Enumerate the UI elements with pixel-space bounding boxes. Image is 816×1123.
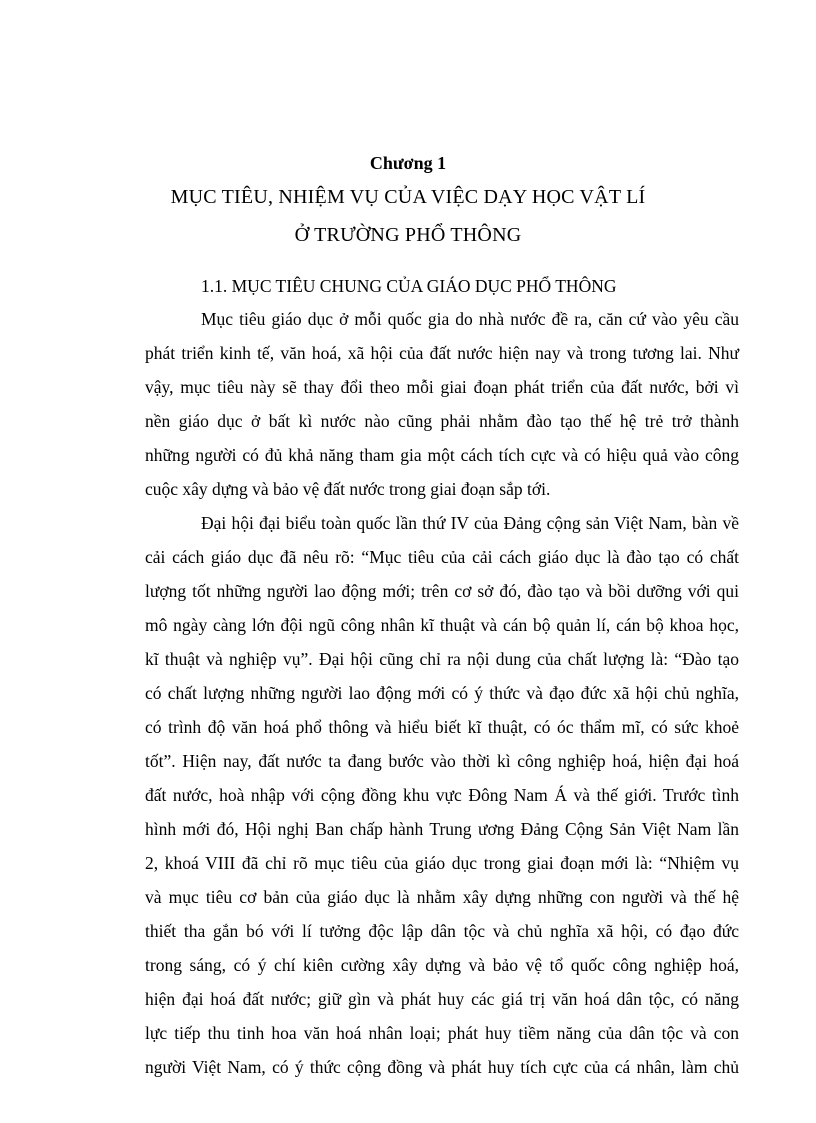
chapter-title-line-2: Ở TRƯỜNG PHỔ THÔNG bbox=[294, 224, 522, 246]
paragraph-1-line: nền giáo dục ở bất kì nước nào cũng phải nhằm đào tạo thế hệ trẻ trở thành bbox=[145, 411, 739, 431]
paragraph-1-line: những người có đủ khả năng tham gia một cách tích cực và có hiệu quả vào công bbox=[145, 445, 739, 465]
paragraph-2-line: lượng tốt những người lao động mới; trên cơ sở đó, đào tạo và bồi dưỡng với qui bbox=[145, 581, 739, 601]
paragraph-2-line: tốt”. Hiện nay, đất nước ta đang bước vào thời kì công nghiệp hoá, hiện đại hoá bbox=[145, 751, 739, 771]
paragraph-2-line: và mục tiêu cơ bản của giáo dục là nhằm xây dựng những con người và thế hệ bbox=[145, 887, 739, 907]
paragraph-2-line: đất nước, hoà nhập với cộng đồng khu vực Đông Nam Á và thế giới. Trước tình bbox=[145, 785, 739, 805]
paragraph-2-line: lực tiếp thu tinh hoa văn hoá nhân loại; phát huy tiềm năng của dân tộc và con bbox=[145, 1023, 739, 1043]
paragraph-2-line: 2, khoá VIII đã chỉ rõ mục tiêu của giáo dục trong giai đoạn mới là: “Nhiệm vụ bbox=[145, 853, 739, 873]
paragraph-1-line: cuộc xây dựng và bảo vệ đất nước trong giai đoạn sắp tới. bbox=[145, 479, 551, 499]
chapter-label: Chương 1 bbox=[369, 153, 447, 173]
paragraph-1-line: phát triển kinh tế, văn hoá, xã hội của đất nước hiện nay và trong tương lai. Như bbox=[145, 343, 739, 363]
paragraph-2-line: có trình độ văn hoá phổ thông và hiểu biết kĩ thuật, có óc thẩm mĩ, có sức khoẻ bbox=[145, 717, 739, 737]
paragraph-2-line: hiện đại hoá đất nước; giữ gìn và phát huy các giá trị văn hoá dân tộc, có năng bbox=[145, 989, 739, 1009]
chapter-title-line-1: MỤC TIÊU, NHIỆM VỤ CỦA VIỆC DẠY HỌC VẬT LÍ bbox=[170, 186, 646, 208]
paragraph-2-line: kĩ thuật và nghiệp vụ”. Đại hội cũng chỉ ra nội dung của chất lượng là: “Đào tạo bbox=[145, 649, 739, 669]
paragraph-2-line: thiết tha gắn bó với lí tưởng độc lập dân tộc và chủ nghĩa xã hội, có đạo đức bbox=[145, 921, 739, 941]
paragraph-2-line: mô ngày càng lớn đội ngũ công nhân kĩ thuật và cán bộ quản lí, cán bộ khoa học, bbox=[145, 615, 739, 635]
paragraph-2-line: trong sáng, có ý chí kiên cường xây dựng và bảo vệ tổ quốc công nghiệp hoá, bbox=[145, 955, 739, 975]
paragraph-2-line: cải cách giáo dục đã nêu rõ: “Mục tiêu của cải cách giáo dục là đào tạo có chất bbox=[145, 547, 739, 567]
paragraph-1-line: Mục tiêu giáo dục ở mỗi quốc gia do nhà nước đề ra, căn cứ vào yêu cầu bbox=[201, 309, 739, 329]
paragraph-1-line: vậy, mục tiêu này sẽ thay đổi theo mỗi giai đoạn phát triển của đất nước, bởi vì bbox=[145, 377, 739, 397]
paragraph-2-line: hình mới đó, Hội nghị Ban chấp hành Trung ương Đảng Cộng Sản Việt Nam lần bbox=[145, 819, 739, 839]
paragraph-2-line: Đại hội đại biểu toàn quốc lần thứ IV của Đảng cộng sản Việt Nam, bàn về bbox=[201, 513, 739, 533]
paragraph-2-line: người Việt Nam, có ý thức cộng đồng và phát huy tích cực của cá nhân, làm chủ bbox=[145, 1057, 739, 1077]
paragraph-2-line: có chất lượng những người lao động mới có ý thức và đạo đức xã hội chủ nghĩa, bbox=[145, 683, 739, 703]
section-heading: 1.1. MỤC TIÊU CHUNG CỦA GIÁO DỤC PHỔ THÔNG bbox=[201, 276, 617, 296]
